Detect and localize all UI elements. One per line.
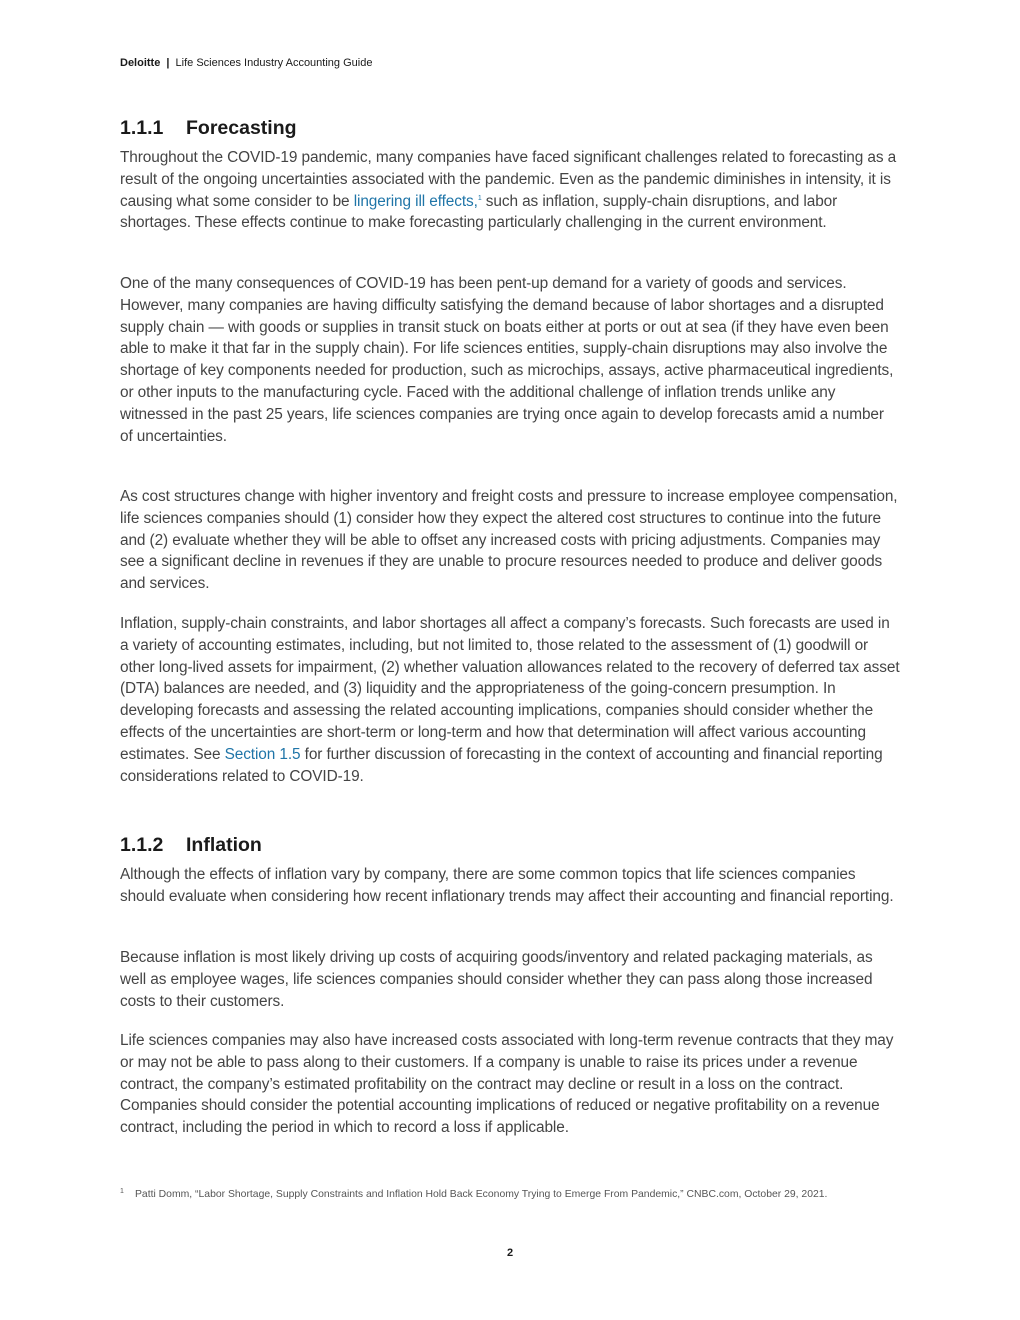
paragraph	[120, 613, 900, 787]
paragraph: One of the many consequences of COVID-19 has been pent-up demand for a variety of goods and services. However, many companies are having difficulty satisfying the demand because of labor shortages and a disrupted supply chain — with goods or supplies in transit stuck on boats either at ports or out at sea (if they have even been able to make it that far in the supply chain). For life sciences entities, supply-chain disruptions may also involve the shortage of key components needed for production, such as microchips, assays, active pharmaceutical ingredients, or other inputs to the manufacturing cycle. Faced with the additional challenge of inflation trends unlike any witnessed in the past 25 years, life sciences companies are trying once again to develop forecasts amid a number of uncertainties.	[120, 275, 894, 445]
section-title: Forecasting	[186, 117, 297, 139]
section-number: 1.1.2	[120, 834, 164, 856]
section-heading-inflation	[120, 833, 262, 857]
paragraph: Because inflation is most likely driving up costs of acquiring goods/inventory and related packaging materials, as well as employee wages, life sciences companies should consider whether they can pass along those increased costs to their customers.	[120, 949, 873, 1010]
footnote	[120, 1187, 900, 1203]
section-heading-forecasting	[120, 116, 297, 140]
paragraph	[120, 147, 900, 234]
text-span: Inflation, supply-chain constraints, and labor shortages all affect a company’s forecasts. Such forecasts are used in a variety of accounting estimates, including, but not limited to, those related to the assessment of (1) goodwill or other long-lived assets for impairment, (2) whether valuation allowances related to the recovery of deferred tax asset (DTA) balances are needed, and (3) liquidity and the appropriateness of the going-concern presumption. In developing forecasts and assessing the related accounting implications, companies should consider whether the effects of the uncertainties are short-term or long-term and how that determination will affect various accounting estimates. See	[120, 615, 900, 763]
footnote-mark: 1	[120, 1188, 124, 1195]
footnote-ref[interactable]: 1	[477, 194, 482, 202]
running-header	[120, 57, 372, 69]
header-title: Life Sciences Industry Accounting Guide	[175, 57, 373, 69]
link-comma: ,	[473, 192, 478, 210]
header-separator: |	[166, 57, 170, 69]
header-brand: Deloitte	[120, 57, 161, 69]
section-1-5-link[interactable]: Section 1.5	[224, 745, 301, 763]
lingering-ill-effects-link[interactable]: lingering ill effects	[353, 192, 474, 210]
page-number: 2	[506, 1247, 514, 1259]
paragraph: Although the effects of inflation vary by company, there are some common topics that life sciences companies should evaluate when considering how recent inflationary trends may affect their accounting and financial reporting.	[120, 866, 894, 905]
paragraph: Life sciences companies may also have increased costs associated with long-term revenue contracts that they may or may not be able to pass along to their customers. If a company is unable to raise its prices under a revenue contract, the company’s estimated profitability on the contract may decline or result in a loss on the contract. Companies should consider the potential accounting implications of reduced or negative profitability on a revenue contract, including the period in which to record a loss if applicable.	[120, 1032, 894, 1137]
text-span: such as inflation, supply-chain disruptions, and labor shortages. These effects continue to make forecasting particularly challenging in the current environment.	[120, 192, 838, 232]
section-title: Inflation	[186, 834, 262, 856]
text-span: for further discussion of forecasting in the context of accounting and financial reporting considerations related to COVID-19.	[120, 745, 883, 785]
paragraph: As cost structures change with higher inventory and freight costs and pressure to increase employee compensation, life sciences companies should (1) consider how they expect the altered cost structures to continue into the future and (2) evaluate whether they will be able to offset any increased costs with pricing adjustments. Companies may see a significant decline in revenues if they are unable to procure resources needed to produce and deliver goods and services.	[120, 488, 898, 593]
section-number: 1.1.1	[120, 117, 164, 139]
footnote-text: Patti Domm, “Labor Shortage, Supply Constraints and Inflation Hold Back Economy Trying to Emerge From Pandemic,” CNBC.com, October 29, 2021.	[135, 1189, 828, 1200]
text-span: Throughout the COVID-19 pandemic, many companies have faced significant challenges related to forecasting as a result of the ongoing uncertainties associated with the pandemic. Even as the pandemic diminishes in intensity, it is causing what some consider to be	[120, 149, 897, 210]
